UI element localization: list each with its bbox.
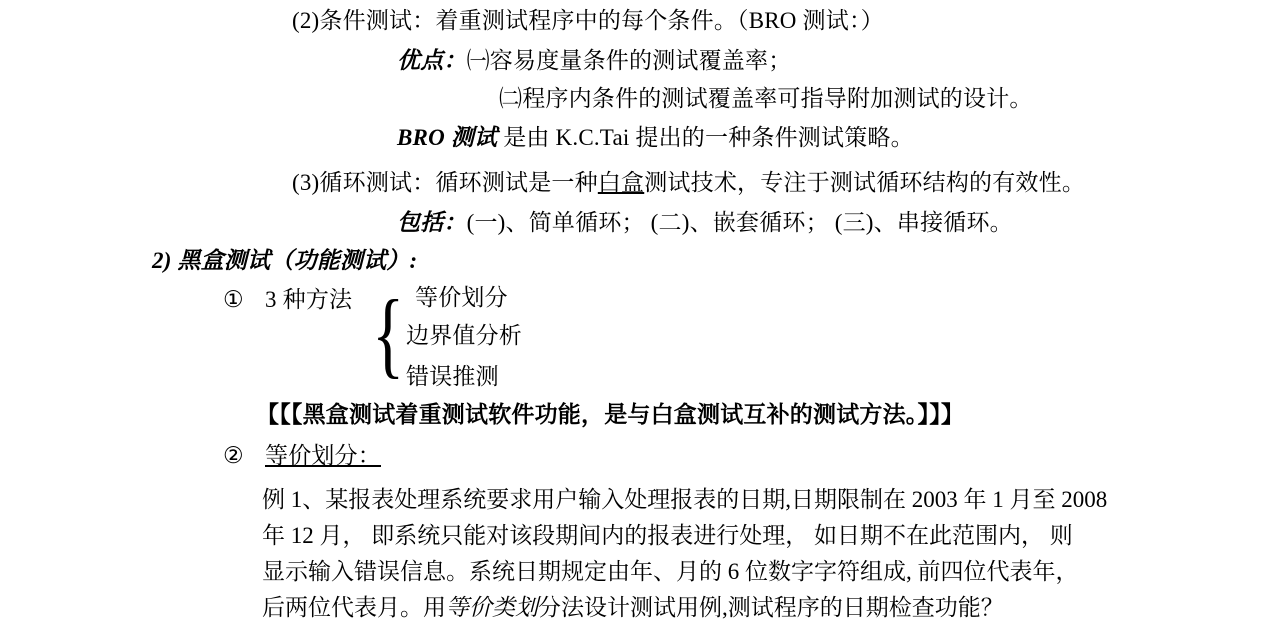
list-item-equivalence-partition: 等价划分： bbox=[265, 443, 381, 468]
bro-test-label: BRO 测试 bbox=[397, 125, 498, 150]
list-marker-two: ② bbox=[223, 443, 244, 468]
example-paragraph-line-2: 年 12 月， 即系统只能对该段期间内的报表进行处理， 如日期不在此范围内， 则 bbox=[262, 523, 1073, 548]
brace-item-equivalence-partition: 等价划分 bbox=[415, 285, 508, 310]
example-paragraph bbox=[262, 482, 1222, 626]
note-text: 黑盒测试着重测试软件功能，是与白盒测试互补的测试方法。 bbox=[302, 402, 918, 427]
example-line4-part-1: 后两位代表月。用 bbox=[262, 595, 446, 620]
loop-test-part-2: 测试技术，专注于测试循环结构的有效性。 bbox=[644, 170, 1086, 195]
bro-test-text: 是由 K.C.Tai 提出的一种条件测试策略。 bbox=[503, 125, 914, 150]
includes-text: (一)、简单循环； (二)、嵌套循环； (三)、串接循环。 bbox=[466, 210, 1013, 235]
example-line4-italic: 等价类划 bbox=[446, 595, 538, 620]
text-line-blackbox-note bbox=[256, 400, 964, 430]
list-marker-one: ① bbox=[223, 287, 244, 312]
text-line-loop-test bbox=[292, 168, 1085, 198]
text-line-advantages-item-2: ㈡程序内条件的测试覆盖率可指导附加测试的设计。 bbox=[499, 86, 1033, 111]
includes-label: 包括： bbox=[397, 210, 467, 235]
brace-item-error-guessing: 错误推测 bbox=[406, 364, 499, 389]
text-line-advantages bbox=[397, 46, 791, 76]
note-close-brackets: 】】】 bbox=[917, 402, 965, 427]
text-line-condition-test: (2)条件测试：着重测试程序中的每个条件。（BRO 测试：） bbox=[292, 8, 884, 33]
text-line-bro-test bbox=[397, 123, 914, 153]
example-line4-part-2: 分法设计测试用例,测试程序的日期检查功能？ bbox=[538, 595, 1004, 620]
advantages-label: 优点： bbox=[397, 48, 467, 73]
loop-test-part-1: (3)循环测试：循环测试是一种 bbox=[292, 170, 598, 195]
curly-brace: { bbox=[372, 280, 405, 387]
advantages-item-1: ㈠容易度量条件的测试覆盖率； bbox=[466, 48, 792, 73]
brace-item-boundary-value: 边界值分析 bbox=[406, 323, 522, 348]
heading-blackbox-test: 2) 黑盒测试（功能测试）: bbox=[152, 248, 418, 273]
example-paragraph-line-3: 显示输入错误信息。系统日期规定由年、月的 6 位数字字符组成, 前四位代表年， bbox=[262, 559, 1079, 584]
text-line-includes bbox=[397, 208, 1013, 238]
list-item-three-methods: 3 种方法 bbox=[265, 287, 353, 312]
loop-test-underlined: 白盒 bbox=[597, 170, 645, 195]
example-paragraph-line-4 bbox=[262, 590, 1222, 626]
example-paragraph-line-1: 例 1、某报表处理系统要求用户输入处理报表的日期,日期限制在 2003 年 1 月至 2008 bbox=[262, 487, 1108, 512]
note-open-brackets: 【【【 bbox=[256, 402, 303, 427]
